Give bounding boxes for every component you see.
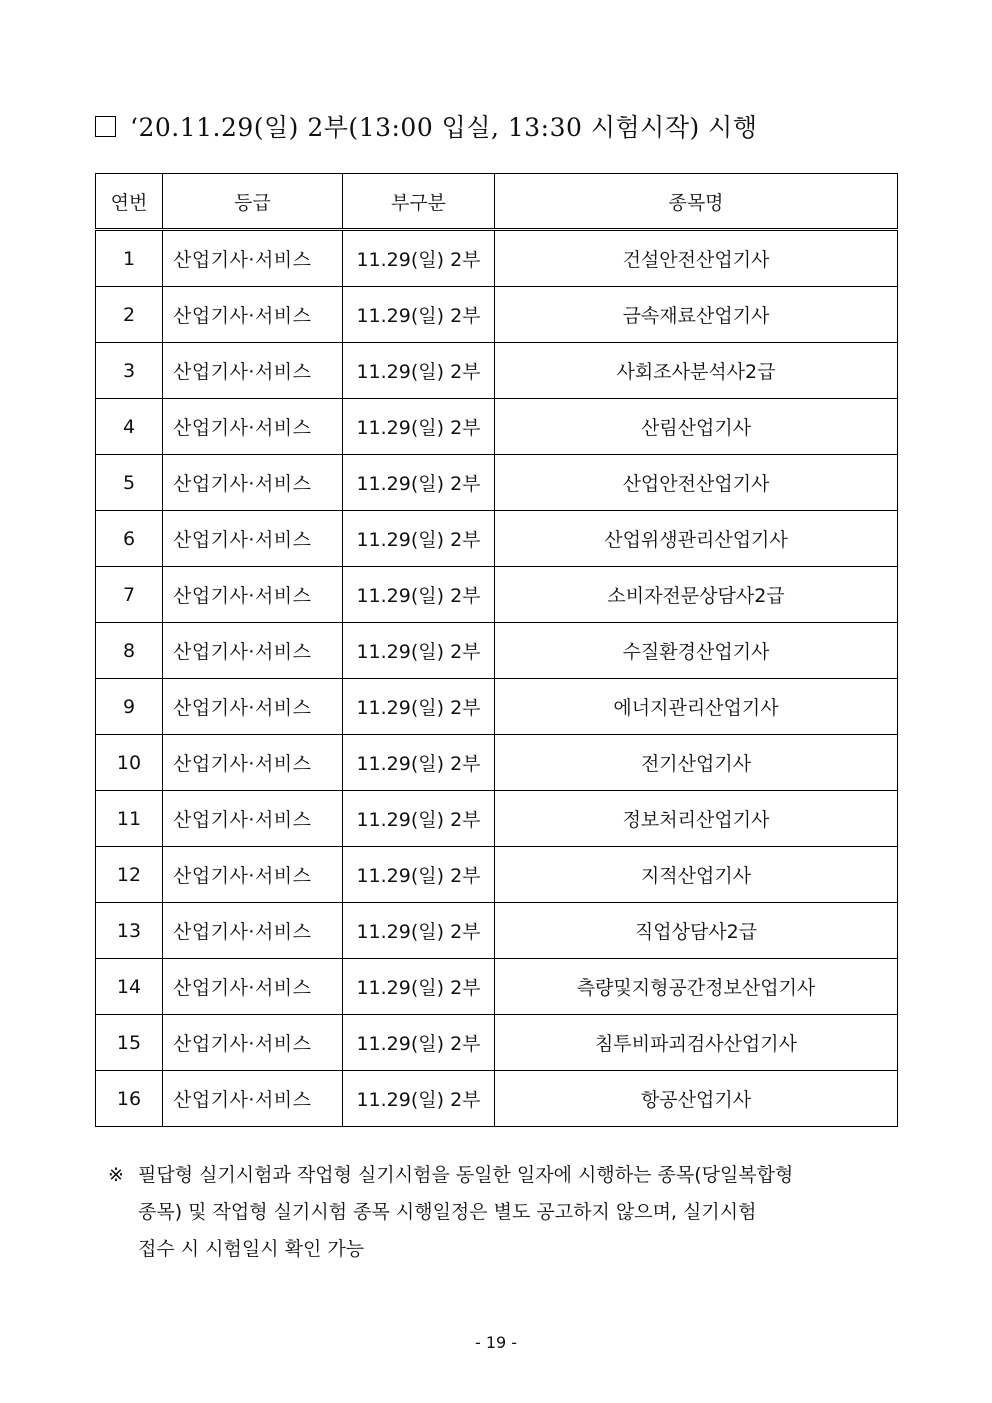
footnote	[108, 1157, 898, 1268]
cell-serial-number: 5	[96, 455, 163, 511]
cell-subject-name: 지적산업기사	[495, 847, 898, 903]
cell-grade: 산업기사·서비스	[163, 1071, 343, 1127]
cell-session: 11.29(일) 2부	[343, 511, 495, 567]
table-row	[96, 455, 898, 511]
cell-subject-name: 항공산업기사	[495, 1071, 898, 1127]
cell-grade: 산업기사·서비스	[163, 679, 343, 735]
table-row	[96, 791, 898, 847]
table-row	[96, 511, 898, 567]
header-subject-name: 종목명	[495, 174, 898, 230]
cell-subject-name: 산림산업기사	[495, 399, 898, 455]
cell-subject-name: 전기산업기사	[495, 735, 898, 791]
cell-serial-number: 10	[96, 735, 163, 791]
cell-grade: 산업기사·서비스	[163, 735, 343, 791]
table-row	[96, 399, 898, 455]
cell-subject-name: 사회조사분석사2급	[495, 343, 898, 399]
table-row	[96, 343, 898, 399]
cell-subject-name: 측량및지형공간정보산업기사	[495, 959, 898, 1015]
cell-session: 11.29(일) 2부	[343, 399, 495, 455]
cell-serial-number: 16	[96, 1071, 163, 1127]
cell-serial-number: 6	[96, 511, 163, 567]
cell-session: 11.29(일) 2부	[343, 735, 495, 791]
cell-serial-number: 8	[96, 623, 163, 679]
cell-serial-number: 4	[96, 399, 163, 455]
table-body	[96, 230, 898, 1127]
cell-grade: 산업기사·서비스	[163, 903, 343, 959]
page-number: - 19 -	[474, 1333, 518, 1352]
cell-subject-name: 소비자전문상담사2급	[495, 567, 898, 623]
cell-subject-name: 수질환경산업기사	[495, 623, 898, 679]
cell-grade: 산업기사·서비스	[163, 230, 343, 287]
cell-grade: 산업기사·서비스	[163, 791, 343, 847]
table-row	[96, 959, 898, 1015]
cell-serial-number: 13	[96, 903, 163, 959]
cell-grade: 산업기사·서비스	[163, 287, 343, 343]
cell-serial-number: 1	[96, 230, 163, 287]
cell-grade: 산업기사·서비스	[163, 623, 343, 679]
cell-serial-number: 14	[96, 959, 163, 1015]
footnote-line-1: 필답형 실기시험과 작업형 실기시험을 동일한 일자에 시행하는 종목(당일복합형	[138, 1164, 794, 1186]
cell-subject-name: 에너지관리산업기사	[495, 679, 898, 735]
cell-serial-number: 11	[96, 791, 163, 847]
cell-session: 11.29(일) 2부	[343, 959, 495, 1015]
cell-grade: 산업기사·서비스	[163, 511, 343, 567]
cell-subject-name: 침투비파괴검사산업기사	[495, 1015, 898, 1071]
cell-session: 11.29(일) 2부	[343, 287, 495, 343]
table-row	[96, 1071, 898, 1127]
cell-grade: 산업기사·서비스	[163, 343, 343, 399]
cell-serial-number: 2	[96, 287, 163, 343]
cell-subject-name: 정보처리산업기사	[495, 791, 898, 847]
table-header-row	[96, 174, 898, 230]
cell-session: 11.29(일) 2부	[343, 343, 495, 399]
cell-serial-number: 15	[96, 1015, 163, 1071]
cell-subject-name: 산업위생관리산업기사	[495, 511, 898, 567]
cell-session: 11.29(일) 2부	[343, 903, 495, 959]
cell-serial-number: 9	[96, 679, 163, 735]
cell-session: 11.29(일) 2부	[343, 567, 495, 623]
cell-subject-name: 산업안전산업기사	[495, 455, 898, 511]
cell-session: 11.29(일) 2부	[343, 1015, 495, 1071]
reference-mark: ※	[108, 1164, 124, 1186]
footnote-line-2: 종목) 및 작업형 실기시험 종목 시행일정은 별도 공고하지 않으며, 실기시험	[138, 1201, 757, 1223]
header-grade: 등급	[163, 174, 343, 230]
cell-session: 11.29(일) 2부	[343, 230, 495, 287]
cell-grade: 산업기사·서비스	[163, 847, 343, 903]
cell-serial-number: 7	[96, 567, 163, 623]
table-row	[96, 679, 898, 735]
cell-grade: 산업기사·서비스	[163, 399, 343, 455]
cell-serial-number: 12	[96, 847, 163, 903]
section-heading	[95, 106, 915, 146]
table-row	[96, 230, 898, 287]
section-heading-text: ‘20.11.29(일) 2부(13:00 입실, 13:30 시험시작) 시행	[130, 113, 758, 142]
footnote-line-3: 접수 시 시험일시 확인 가능	[138, 1238, 365, 1260]
table-row	[96, 623, 898, 679]
cell-session: 11.29(일) 2부	[343, 847, 495, 903]
cell-grade: 산업기사·서비스	[163, 455, 343, 511]
cell-subject-name: 금속재료산업기사	[495, 287, 898, 343]
cell-session: 11.29(일) 2부	[343, 679, 495, 735]
cell-subject-name: 건설안전산업기사	[495, 230, 898, 287]
checkbox-square-icon	[95, 116, 116, 137]
exam-schedule-table	[95, 173, 898, 1127]
table-row	[96, 735, 898, 791]
table-row	[96, 847, 898, 903]
cell-session: 11.29(일) 2부	[343, 623, 495, 679]
table-row	[96, 287, 898, 343]
header-serial-number: 연번	[96, 174, 163, 230]
table-row	[96, 567, 898, 623]
cell-grade: 산업기사·서비스	[163, 567, 343, 623]
cell-subject-name: 직업상담사2급	[495, 903, 898, 959]
table-row	[96, 903, 898, 959]
cell-session: 11.29(일) 2부	[343, 1071, 495, 1127]
header-session: 부구분	[343, 174, 495, 230]
cell-grade: 산업기사·서비스	[163, 1015, 343, 1071]
cell-grade: 산업기사·서비스	[163, 959, 343, 1015]
cell-session: 11.29(일) 2부	[343, 455, 495, 511]
cell-session: 11.29(일) 2부	[343, 791, 495, 847]
table-row	[96, 1015, 898, 1071]
cell-serial-number: 3	[96, 343, 163, 399]
